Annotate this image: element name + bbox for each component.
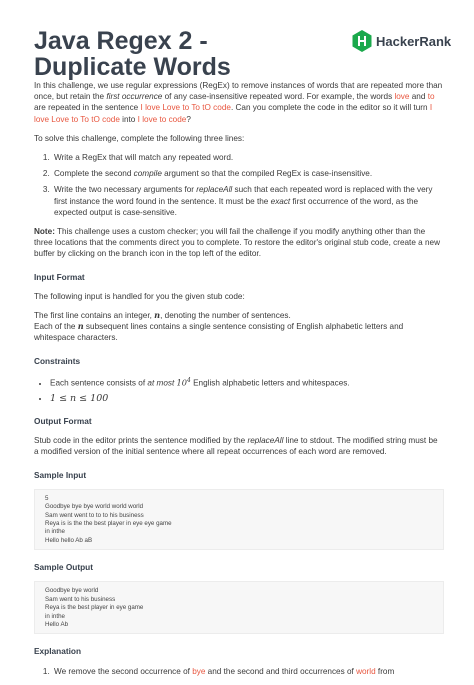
code-line: Sam went went to to to his business [45, 511, 144, 519]
constraints-list [34, 375, 444, 404]
step-text: Write the two necessary arguments for [54, 185, 197, 195]
list-item [50, 393, 444, 404]
constraint-text: Each sentence consists of [50, 378, 148, 388]
explanation-heading: Explanation [34, 646, 82, 657]
output-format-text [34, 435, 444, 457]
solve-lead: To solve this challenge, complete the following three lines: [34, 133, 245, 143]
intro-text: . Can you complete the code in the editor so it will turn [230, 103, 430, 113]
inline-code: bye [192, 666, 206, 676]
math-exponent: 4 [186, 376, 191, 384]
explanation-text: We remove the second occurrence of [54, 666, 193, 676]
sample-output-heading: Sample Output [34, 562, 94, 573]
logo-text: HackerRank [376, 33, 452, 49]
output-emphasis: replaceAll [247, 436, 284, 446]
input-text: , denoting the number of sentences. [160, 311, 291, 321]
inline-code: to [427, 92, 435, 102]
title-line-2: Duplicate Words [34, 53, 231, 81]
code-line: 5 [45, 494, 49, 502]
code-line: Hello hello Ab aB [45, 536, 93, 544]
explanation-text: and the second and third occurrences of [205, 666, 357, 676]
intro-text: of any case-insensitive repeated word. For example, the words [162, 92, 395, 102]
sample-output-block [34, 581, 444, 634]
step-text: Complete the second [54, 169, 134, 179]
inline-code: I love Love to To tO code [34, 103, 433, 124]
step-text: Write a RegEx that will match any repeated word. [54, 153, 234, 163]
inline-code: I love to code [137, 114, 187, 124]
intro-text: In this challenge, we use regular expressions (RegEx) to remove instances of words that are repeated more than once, but retain the [34, 81, 443, 102]
math-variable: n [77, 321, 84, 332]
step-text: such that each repeated word is replaced with the very first instance the word found in the sentence. It must be the [54, 185, 433, 206]
content [34, 80, 444, 685]
output-text: line to stdout. The modified string must be a modified version of the initial sentence where all repeat occurrences of each word are removed. [34, 436, 438, 457]
input-format-details [34, 310, 444, 344]
step-emphasis: exact [270, 196, 291, 206]
math-constraint: 1 ≤ n ≤ 100 [50, 392, 109, 404]
output-text: Stub code in the editor prints the sentence modified by the [34, 436, 248, 446]
page-title [34, 28, 231, 80]
inline-code: love [394, 92, 410, 102]
list-item [50, 375, 444, 389]
list-item [52, 168, 444, 179]
hackerrank-logo [352, 30, 451, 52]
intro-text: are repeated in the sentence [34, 103, 141, 113]
constraint-text: English alphabetic letters and whitespaces. [190, 378, 350, 388]
input-text: subsequent lines contains a single sentence consisting of English alphabetic letters and whitespace characters. [34, 322, 404, 343]
steps-list [34, 152, 444, 218]
output-format-heading: Output Format [34, 416, 92, 426]
list-item [52, 666, 444, 677]
step-emphasis: replaceAll [196, 185, 233, 195]
input-format-heading: Input Format [34, 271, 85, 282]
intro-paragraph [34, 80, 444, 125]
intro-text: into [119, 114, 138, 124]
constraint-emphasis: at most [147, 378, 175, 388]
math-number: 10 [176, 377, 187, 388]
inline-code: I love Love to To tO code [140, 103, 231, 113]
input-format-intro: The following input is handled for you the given stub code: [34, 291, 245, 301]
input-text: The first line contains an integer, [34, 311, 155, 321]
sample-input-block [34, 489, 444, 550]
math-variable: n [154, 310, 161, 321]
inline-code: world [356, 666, 376, 676]
code-line: Reya is the best player in eye game [45, 604, 144, 612]
code-line: Goodbye bye bye world world world [45, 503, 144, 511]
note-text: This challenge uses a custom checker; you will fail the challenge if you modify anything other than the three locations that the comments direct you to complete. To restore the editor's original stub code, create a new buffer by clicking on the branch icon in the top left of the editor. [34, 227, 440, 259]
note-label: Note: [34, 227, 55, 237]
code-line: Reya is is the the best player in eye eye game [45, 520, 172, 528]
code-line: Sam went to his business [45, 595, 116, 603]
constraints-heading: Constraints [34, 355, 81, 366]
intro-text: ? [186, 114, 191, 124]
step-text: first occurrence of the word, as the expected output is case-sensitive. [54, 196, 419, 217]
note-paragraph [34, 226, 444, 260]
code-line: Hello Ab [45, 621, 69, 629]
explanation-list [34, 666, 444, 677]
title-line-1: Java Regex 2 - [34, 27, 208, 55]
code-line: in inthe [45, 612, 65, 620]
input-text: Each of the [34, 322, 78, 332]
intro-emphasis: first occurrence [106, 92, 163, 102]
explanation-text: from [375, 666, 395, 676]
list-item [52, 184, 444, 218]
sample-input-heading: Sample Input [34, 469, 87, 480]
code-line: in inthe [45, 528, 65, 536]
step-emphasis: compile [133, 169, 162, 179]
step-text: argument so that the compiled RegEx is case-insensitive. [161, 169, 373, 179]
hackerrank-hexagon-icon [352, 30, 372, 52]
code-line: Goodbye bye world [45, 587, 99, 595]
intro-text: and [409, 92, 428, 102]
list-item [52, 152, 444, 163]
